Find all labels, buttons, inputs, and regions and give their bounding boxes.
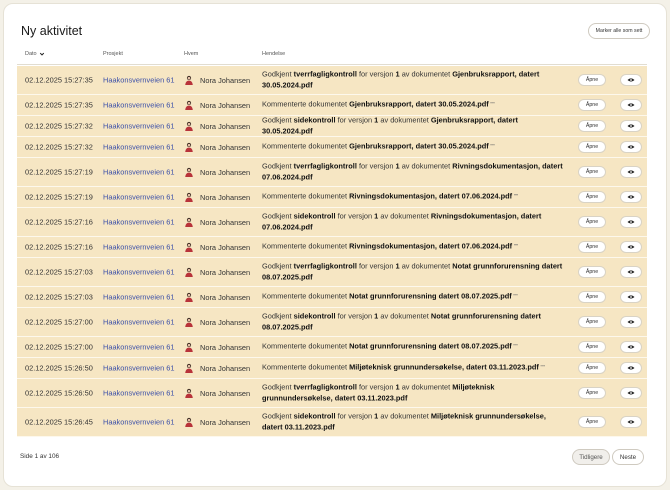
comment-quote: "" xyxy=(538,365,545,372)
event-bold-text: 1 xyxy=(395,261,400,271)
row-event xyxy=(262,70,567,91)
row-event xyxy=(262,162,567,183)
table-row xyxy=(17,337,647,358)
previous-page-button[interactable]: Tidligere xyxy=(572,449,610,465)
project-link[interactable]: Haakonsvernveien 61 xyxy=(103,75,175,85)
project-link[interactable]: Haakonsvernveien 61 xyxy=(103,417,175,427)
user-name: Nora Johansen xyxy=(200,363,251,373)
comment-quote: "" xyxy=(512,244,519,251)
event-text: Kommenterte dokumentet xyxy=(262,99,350,109)
row-date: 02.12.2025 15:26:50 xyxy=(25,388,93,398)
project-link[interactable]: Haakonsvernveien 61 xyxy=(103,267,175,277)
avatar-icon xyxy=(184,242,194,252)
row-user xyxy=(184,317,250,327)
event-text: av dokumentet xyxy=(399,261,453,271)
table-row xyxy=(17,158,647,187)
user-name: Nora Johansen xyxy=(200,142,251,152)
avatar-icon xyxy=(184,342,194,352)
sort-down-icon xyxy=(39,51,45,57)
eye-icon xyxy=(627,169,635,175)
row-date: 02.12.2025 15:27:19 xyxy=(25,167,93,177)
event-bold-text: Notat grunnforurensning datert 08.07.2025.pdf xyxy=(262,261,563,281)
avatar-icon xyxy=(184,75,194,85)
mark-seen-button[interactable] xyxy=(620,74,642,86)
table-row xyxy=(17,258,647,287)
eye-icon xyxy=(627,319,635,325)
row-date: 02.12.2025 15:27:32 xyxy=(25,121,93,131)
mark-seen-button[interactable] xyxy=(620,316,642,328)
avatar-icon xyxy=(184,167,194,177)
row-date: 02.12.2025 15:27:32 xyxy=(25,142,93,152)
row-user xyxy=(184,342,250,352)
event-bold-text: Notat grunnforurensning datert 08.07.2025.pdf xyxy=(349,291,512,301)
event-bold-text: Miljøteknisk grunnundersøkelse, datert 03.11.2023.pdf xyxy=(349,362,539,372)
event-bold-text: 1 xyxy=(374,115,379,125)
row-event xyxy=(262,116,567,137)
row-user xyxy=(184,217,250,227)
event-bold-text: tverrfagligkontroll xyxy=(293,261,357,271)
table-row xyxy=(17,358,647,379)
avatar-icon xyxy=(184,217,194,227)
open-button[interactable]: Åpne xyxy=(578,216,606,228)
activity-table-body xyxy=(17,66,647,437)
avatar-icon xyxy=(184,267,194,277)
event-text: for versjon xyxy=(356,69,396,79)
table-row xyxy=(17,237,647,258)
mark-seen-button[interactable] xyxy=(620,99,642,111)
event-text: av dokumentet xyxy=(399,161,453,171)
table-header xyxy=(17,47,647,65)
open-button[interactable]: Åpne xyxy=(578,341,606,353)
avatar-icon xyxy=(184,100,194,110)
open-button[interactable]: Åpne xyxy=(578,99,606,111)
row-event xyxy=(262,141,567,153)
row-user xyxy=(184,100,250,110)
user-name: Nora Johansen xyxy=(200,342,251,352)
eye-icon xyxy=(627,244,635,250)
eye-icon xyxy=(627,77,635,83)
row-date: 02.12.2025 15:26:45 xyxy=(25,417,93,427)
row-user xyxy=(184,417,250,427)
open-button[interactable]: Åpne xyxy=(578,362,606,374)
project-link[interactable]: Haakonsvernveien 61 xyxy=(103,167,175,177)
event-text: for versjon xyxy=(335,211,375,221)
event-bold-text: sidekontroll xyxy=(293,211,336,221)
event-text: Godkjent xyxy=(262,382,294,392)
avatar-icon xyxy=(184,417,194,427)
event-bold-text: sidekontroll xyxy=(293,115,336,125)
project-link[interactable]: Haakonsvernveien 61 xyxy=(103,342,175,352)
user-name: Nora Johansen xyxy=(200,192,251,202)
mark-seen-button[interactable] xyxy=(620,191,642,203)
user-name: Nora Johansen xyxy=(200,292,251,302)
row-event xyxy=(262,312,567,333)
event-text: Godkjent xyxy=(262,211,294,221)
row-date: 02.12.2025 15:27:16 xyxy=(25,242,93,252)
page-title: Ny aktivitet xyxy=(21,24,83,38)
event-text: for versjon xyxy=(356,161,396,171)
mark-seen-button[interactable] xyxy=(620,166,642,178)
eye-icon xyxy=(627,365,635,371)
avatar-icon xyxy=(184,142,194,152)
row-date: 02.12.2025 15:27:19 xyxy=(25,192,93,202)
row-event xyxy=(262,262,567,283)
row-user xyxy=(184,75,250,85)
project-link[interactable]: Haakonsvernveien 61 xyxy=(103,121,175,131)
event-text: Kommenterte dokumentet xyxy=(262,241,350,251)
event-text: Godkjent xyxy=(262,261,294,271)
table-row xyxy=(17,379,647,408)
event-text: Godkjent xyxy=(262,69,294,79)
eye-icon xyxy=(627,123,635,129)
event-text: av dokumentet xyxy=(399,69,453,79)
avatar-icon xyxy=(184,121,194,131)
row-user xyxy=(184,292,250,302)
comment-quote: "" xyxy=(511,294,518,301)
event-text: for versjon xyxy=(335,115,375,125)
event-bold-text: sidekontroll xyxy=(293,411,336,421)
event-text: for versjon xyxy=(356,382,396,392)
event-bold-text: 1 xyxy=(395,382,400,392)
event-bold-text: Miljøteknisk grunnundersøkelse, datert 03.11.2023.pdf xyxy=(262,411,546,431)
event-bold-text: Rivningsdokumentasjon, datert 07.06.2024.pdf xyxy=(262,161,563,181)
row-event xyxy=(262,99,567,111)
avatar-icon xyxy=(184,363,194,373)
open-button[interactable]: Åpne xyxy=(578,241,606,253)
row-date: 02.12.2025 15:27:00 xyxy=(25,342,93,352)
column-header-prosjekt: Prosjekt xyxy=(103,51,123,57)
user-name: Nora Johansen xyxy=(200,388,251,398)
project-link[interactable]: Haakonsvernveien 61 xyxy=(103,363,175,373)
event-text: Kommenterte dokumentet xyxy=(262,362,350,372)
mark-seen-button[interactable] xyxy=(620,387,642,399)
event-bold-text: 1 xyxy=(374,411,379,421)
event-bold-text: 1 xyxy=(374,211,379,221)
event-text: Kommenterte dokumentet xyxy=(262,191,350,201)
avatar-icon xyxy=(184,192,194,202)
mark-all-seen-button[interactable]: Marker alle som sett xyxy=(588,23,650,39)
user-name: Nora Johansen xyxy=(200,217,251,227)
table-row xyxy=(17,208,647,237)
mark-seen-button[interactable] xyxy=(620,241,642,253)
table-row xyxy=(17,308,647,337)
user-name: Nora Johansen xyxy=(200,167,251,177)
event-text: Godkjent xyxy=(262,115,294,125)
comment-quote: "" xyxy=(511,344,518,351)
eye-icon xyxy=(627,194,635,200)
mark-seen-button[interactable] xyxy=(620,141,642,153)
open-button[interactable]: Åpne xyxy=(578,120,606,132)
eye-icon xyxy=(627,144,635,150)
next-page-button[interactable]: Neste xyxy=(612,449,644,465)
event-text: Godkjent xyxy=(262,411,294,421)
row-user xyxy=(184,192,250,202)
row-date: 02.12.2025 15:27:03 xyxy=(25,267,93,277)
column-header-hendelse: Hendelse xyxy=(262,51,286,57)
comment-quote: "" xyxy=(488,144,495,151)
user-name: Nora Johansen xyxy=(200,317,251,327)
column-header-dato[interactable] xyxy=(25,51,45,57)
column-header-hvem: Hvem xyxy=(184,51,199,57)
eye-icon xyxy=(627,419,635,425)
user-name: Nora Johansen xyxy=(200,417,251,427)
row-date: 02.12.2025 15:27:35 xyxy=(25,75,93,85)
event-bold-text: Gjenbruksrapport, datert 30.05.2024.pdf xyxy=(349,141,489,151)
event-text: av dokumentet xyxy=(399,382,453,392)
event-bold-text: Rivningsdokumentasjon, datert 07.06.2024.pdf xyxy=(349,241,513,251)
table-row xyxy=(17,137,647,158)
row-date: 02.12.2025 15:26:50 xyxy=(25,363,93,373)
event-text: Kommenterte dokumentet xyxy=(262,341,350,351)
event-text: Kommenterte dokumentet xyxy=(262,141,350,151)
row-event xyxy=(262,341,567,353)
user-name: Nora Johansen xyxy=(200,267,251,277)
eye-icon xyxy=(627,102,635,108)
table-row xyxy=(17,408,647,437)
row-event xyxy=(262,362,567,374)
project-link[interactable]: Haakonsvernveien 61 xyxy=(103,142,175,152)
project-link[interactable]: Haakonsvernveien 61 xyxy=(103,388,175,398)
event-text: av dokumentet xyxy=(378,115,431,125)
open-button[interactable]: Åpne xyxy=(578,387,606,399)
event-text: for versjon xyxy=(335,311,375,321)
row-date: 02.12.2025 15:27:35 xyxy=(25,100,93,110)
event-text: av dokumentet xyxy=(378,411,431,421)
event-bold-text: 1 xyxy=(395,69,400,79)
project-link[interactable]: Haakonsvernveien 61 xyxy=(103,242,175,252)
event-text: for versjon xyxy=(335,411,375,421)
table-row xyxy=(17,187,647,208)
event-text: Godkjent xyxy=(262,311,294,321)
event-text: Kommenterte dokumentet xyxy=(262,291,350,301)
row-date: 02.12.2025 15:27:00 xyxy=(25,317,93,327)
page-info: Side 1 av 106 xyxy=(20,453,60,460)
avatar-icon xyxy=(184,317,194,327)
open-button[interactable]: Åpne xyxy=(578,74,606,86)
eye-icon xyxy=(627,390,635,396)
row-user xyxy=(184,121,250,131)
table-row xyxy=(17,66,647,95)
row-user xyxy=(184,142,250,152)
open-button[interactable]: Åpne xyxy=(578,191,606,203)
event-bold-text: Notat grunnforurensning datert 08.07.2025.pdf xyxy=(262,311,541,331)
eye-icon xyxy=(627,344,635,350)
row-event xyxy=(262,212,567,233)
table-row xyxy=(17,116,647,137)
eye-icon xyxy=(627,294,635,300)
event-bold-text: sidekontroll xyxy=(293,311,336,321)
event-bold-text: Rivningsdokumentasjon, datert 07.06.2024.pdf xyxy=(349,191,513,201)
open-button[interactable]: Åpne xyxy=(578,166,606,178)
mark-seen-button[interactable] xyxy=(620,266,642,278)
comment-quote: "" xyxy=(512,194,519,201)
row-user xyxy=(184,167,250,177)
row-user xyxy=(184,267,250,277)
comment-quote: "" xyxy=(488,102,495,109)
mark-seen-button[interactable] xyxy=(620,291,642,303)
row-date: 02.12.2025 15:27:16 xyxy=(25,217,93,227)
project-link[interactable]: Haakonsvernveien 61 xyxy=(103,317,175,327)
event-text: for versjon xyxy=(356,261,396,271)
eye-icon xyxy=(627,219,635,225)
mark-seen-button[interactable] xyxy=(620,341,642,353)
event-bold-text: Rivningsdokumentasjon, datert 07.06.2024.pdf xyxy=(262,211,542,231)
event-bold-text: tverrfagligkontroll xyxy=(293,382,357,392)
project-link[interactable]: Haakonsvernveien 61 xyxy=(103,192,175,202)
row-date: 02.12.2025 15:27:03 xyxy=(25,292,93,302)
event-bold-text: Gjenbruksrapport, datert 30.05.2024.pdf xyxy=(262,69,540,89)
project-link[interactable]: Haakonsvernveien 61 xyxy=(103,292,175,302)
event-bold-text: 1 xyxy=(374,311,379,321)
row-user xyxy=(184,242,250,252)
row-event xyxy=(262,412,567,433)
table-row xyxy=(17,95,647,116)
eye-icon xyxy=(627,269,635,275)
user-name: Nora Johansen xyxy=(200,242,251,252)
event-bold-text: Gjenbruksrapport, datert 30.05.2024.pdf xyxy=(262,115,518,135)
row-user xyxy=(184,388,250,398)
open-button[interactable]: Åpne xyxy=(578,266,606,278)
event-text: av dokumentet xyxy=(378,311,431,321)
row-event xyxy=(262,241,567,253)
project-link[interactable]: Haakonsvernveien 61 xyxy=(103,217,175,227)
open-button[interactable]: Åpne xyxy=(578,291,606,303)
open-button[interactable]: Åpne xyxy=(578,316,606,328)
event-text: av dokumentet xyxy=(378,211,431,221)
row-user xyxy=(184,363,250,373)
event-bold-text: Gjenbruksrapport, datert 30.05.2024.pdf xyxy=(349,99,489,109)
project-link[interactable]: Haakonsvernveien 61 xyxy=(103,100,175,110)
event-bold-text: Notat grunnforurensning datert 08.07.2025.pdf xyxy=(349,341,512,351)
event-text: Godkjent xyxy=(262,161,294,171)
row-event xyxy=(262,383,567,404)
user-name: Nora Johansen xyxy=(200,121,251,131)
event-bold-text: 1 xyxy=(395,161,400,171)
mark-seen-button[interactable] xyxy=(620,120,642,132)
table-row xyxy=(17,287,647,308)
mark-seen-button[interactable] xyxy=(620,362,642,374)
user-name: Nora Johansen xyxy=(200,100,251,110)
event-bold-text: tverrfagligkontroll xyxy=(293,69,357,79)
column-header-dato-label: Dato xyxy=(25,51,37,57)
event-bold-text: tverrfagligkontroll xyxy=(293,161,357,171)
avatar-icon xyxy=(184,292,194,302)
mark-seen-button[interactable] xyxy=(620,216,642,228)
mark-seen-button[interactable] xyxy=(620,416,642,428)
open-button[interactable]: Åpne xyxy=(578,141,606,153)
avatar-icon xyxy=(184,388,194,398)
open-button[interactable]: Åpne xyxy=(578,416,606,428)
user-name: Nora Johansen xyxy=(200,75,251,85)
row-event xyxy=(262,291,567,303)
event-bold-text: Miljøteknisk grunnundersøkelse, datert 03.11.2023.pdf xyxy=(262,382,495,402)
row-event xyxy=(262,191,567,203)
